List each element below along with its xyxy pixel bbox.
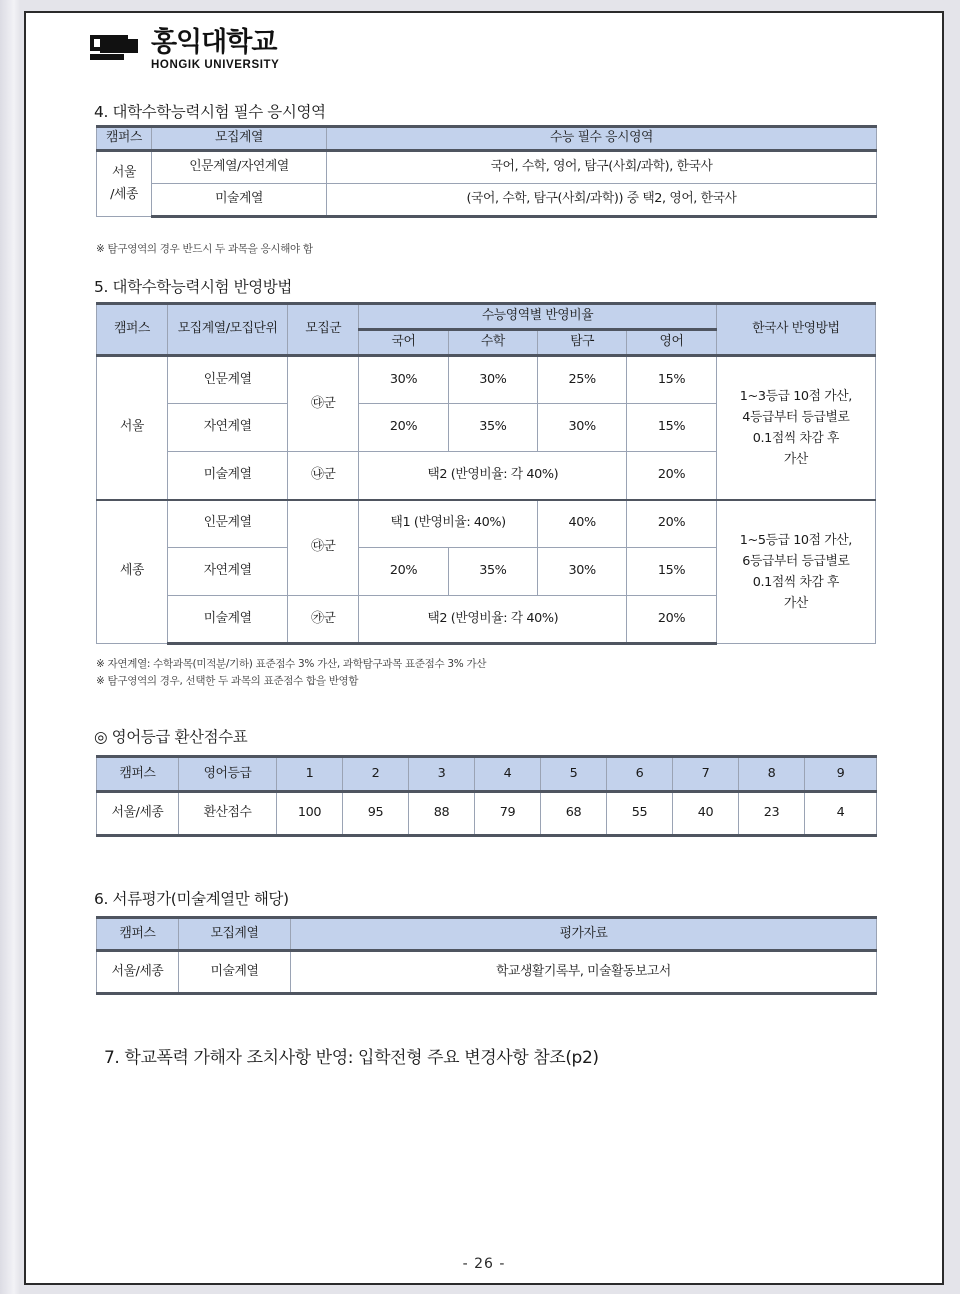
s5-seoul-korean-0: 30% xyxy=(359,356,448,404)
s5-cell-campus-seoul: 서울 xyxy=(97,356,168,500)
s5-header-campus: 캠퍼스 xyxy=(97,304,168,356)
table-document-evaluation xyxy=(96,916,877,995)
eng-score-2: 95 xyxy=(343,792,409,836)
eng-score-5: 68 xyxy=(541,792,607,836)
eng-header-grade-4: 4 xyxy=(475,757,541,792)
s6-cell-campus: 서울/세종 xyxy=(97,951,179,994)
s5-seoul-inquiry-1: 30% xyxy=(538,404,627,452)
s5-sejong-history-line-1: 6등급부터 등급별로 xyxy=(742,553,850,569)
s5-seoul-history-line-0: 1~3등급 10점 가산, xyxy=(739,388,852,404)
s5-header-group: 모집군 xyxy=(288,304,359,356)
logo-name-english: HONGIK UNIVERSITY xyxy=(151,59,280,72)
eng-header-grade-7: 7 xyxy=(673,757,739,792)
s5-seoul-history-line-1: 4등급부터 등급별로 xyxy=(742,409,850,425)
table-exam-reflection-method xyxy=(96,302,876,645)
s5-seoul-merged-2: 택2 (반영비율: 각 40%) xyxy=(359,452,627,500)
table-row xyxy=(97,183,877,216)
s4-cell-track-0: 인문계열/자연계열 xyxy=(152,150,327,183)
university-logo xyxy=(90,29,279,71)
s5-seoul-inquiry-0: 25% xyxy=(538,356,627,404)
table-row xyxy=(97,150,877,183)
table-row xyxy=(97,792,877,836)
section-4-note: ※ 탐구영역의 경우 반드시 두 과목을 응시해야 함 xyxy=(96,243,313,255)
page-number: - 26 - xyxy=(462,1256,506,1272)
s5-sejong-history-line-3: 가산 xyxy=(783,595,808,611)
s5-seoul-track-1: 자연계열 xyxy=(168,404,288,452)
s5-sejong-group-b: ㉮군 xyxy=(288,596,359,644)
s5-header-english: 영어 xyxy=(627,330,716,356)
s5-header-korean: 국어 xyxy=(359,330,448,356)
hongik-logo-mark-icon xyxy=(90,35,142,61)
s4-cell-subjects-0: 국어, 수학, 영어, 탐구(사회/과학), 한국사 xyxy=(327,150,877,183)
table-required-exam-subjects xyxy=(96,125,877,218)
eng-header-grade-3: 3 xyxy=(409,757,475,792)
s5-seoul-history-method xyxy=(716,356,875,500)
s6-cell-materials: 학교생활기록부, 미술활동보고서 xyxy=(291,951,877,994)
s6-cell-track: 미술계열 xyxy=(179,951,291,994)
eng-cell-campus: 서울/세종 xyxy=(97,792,179,836)
eng-header-grade-6: 6 xyxy=(607,757,673,792)
s5-sejong-group-a: ㉰군 xyxy=(288,500,359,596)
eng-score-9: 4 xyxy=(805,792,877,836)
section-4-title: 4. 대학수학능력시험 필수 응시영역 xyxy=(94,103,326,121)
s5-sejong-english-2: 20% xyxy=(627,596,716,644)
s5-sejong-track-1: 자연계열 xyxy=(168,548,288,596)
s4-cell-campus xyxy=(97,150,152,216)
eng-score-4: 79 xyxy=(475,792,541,836)
s5-seoul-korean-1: 20% xyxy=(359,404,448,452)
s5-header-history: 한국사 반영방법 xyxy=(716,304,875,356)
section-5-title: 5. 대학수학능력시험 반영방법 xyxy=(94,278,292,296)
s6-header-materials: 평가자료 xyxy=(291,918,877,951)
s5-sejong-track-2: 미술계열 xyxy=(168,596,288,644)
s5-sejong-history-method xyxy=(716,500,875,644)
s5-seoul-math-0: 30% xyxy=(448,356,537,404)
table-english-grade-conversion xyxy=(96,755,877,837)
s5-header-inquiry: 탐구 xyxy=(538,330,627,356)
english-score-table-title: ◎ 영어등급 환산점수표 xyxy=(94,728,248,746)
table-row xyxy=(97,356,876,404)
s5-sejong-history-line-2: 0.1점씩 차감 후 xyxy=(752,574,839,590)
s4-header-campus: 캠퍼스 xyxy=(97,127,152,151)
eng-header-grade-8: 8 xyxy=(739,757,805,792)
eng-score-1: 100 xyxy=(277,792,343,836)
s4-header-subjects: 수능 필수 응시영역 xyxy=(327,127,877,151)
s5-seoul-group-b: ㉯군 xyxy=(288,452,359,500)
s5-seoul-group-a: ㉰군 xyxy=(288,356,359,452)
eng-score-7: 40 xyxy=(673,792,739,836)
s5-header-track-unit: 모집계열/모집단위 xyxy=(168,304,288,356)
logo-name-korean: 홍익대학교 xyxy=(151,27,277,58)
eng-score-8: 23 xyxy=(739,792,805,836)
eng-header-grade-1: 1 xyxy=(277,757,343,792)
eng-cell-label: 환산점수 xyxy=(179,792,277,836)
s5-seoul-history-line-3: 가산 xyxy=(783,451,808,467)
table-row xyxy=(97,951,877,994)
table-row xyxy=(97,500,876,548)
s5-sejong-history-line-0: 1~5등급 10점 가산, xyxy=(739,532,852,548)
page-content xyxy=(26,13,942,1283)
eng-header-grade-5: 5 xyxy=(541,757,607,792)
s5-seoul-track-0: 인문계열 xyxy=(168,356,288,404)
s5-sejong-inquiry-0: 40% xyxy=(538,500,627,548)
eng-header-campus: 캠퍼스 xyxy=(97,757,179,792)
s4-campus-line2: /세종 xyxy=(110,186,138,202)
s4-cell-subjects-1: (국어, 수학, 탐구(사회/과학)) 중 택2, 영어, 한국사 xyxy=(327,183,877,216)
s5-header-math: 수학 xyxy=(448,330,537,356)
eng-header-grade: 영어등급 xyxy=(179,757,277,792)
s5-seoul-english-1: 15% xyxy=(627,404,716,452)
section-6-title: 6. 서류평가(미술계열만 해당) xyxy=(94,890,289,908)
section-7-title: 7. 학교폭력 가해자 조치사항 반영: 입학전형 주요 변경사항 참조(p2) xyxy=(104,1048,599,1068)
eng-score-6: 55 xyxy=(607,792,673,836)
section-5-note-1: ※ 탐구영역의 경우, 선택한 두 과목의 표준점수 합을 반영함 xyxy=(96,675,359,687)
eng-score-3: 88 xyxy=(409,792,475,836)
s5-sejong-english-1: 15% xyxy=(627,548,716,596)
s5-sejong-merged2-0: 택1 (반영비율: 40%) xyxy=(359,500,538,548)
s5-sejong-english-0: 20% xyxy=(627,500,716,548)
eng-header-grade-9: 9 xyxy=(805,757,877,792)
s5-sejong-track-0: 인문계열 xyxy=(168,500,288,548)
s5-seoul-english-0: 15% xyxy=(627,356,716,404)
s5-sejong-merged-2: 택2 (반영비율: 각 40%) xyxy=(359,596,627,644)
s5-sejong-inquiry-1: 30% xyxy=(538,548,627,596)
s5-seoul-english-2: 20% xyxy=(627,452,716,500)
document-page xyxy=(24,11,944,1285)
s6-header-track: 모집계열 xyxy=(179,918,291,951)
s4-cell-track-1: 미술계열 xyxy=(152,183,327,216)
s4-header-track: 모집계열 xyxy=(152,127,327,151)
s5-cell-campus-sejong: 세종 xyxy=(97,500,168,644)
eng-header-grade-2: 2 xyxy=(343,757,409,792)
s5-seoul-track-2: 미술계열 xyxy=(168,452,288,500)
s5-header-ratio-group: 수능영역별 반영비율 xyxy=(359,304,716,330)
s5-seoul-history-line-2: 0.1점씩 차감 후 xyxy=(752,430,839,446)
s4-campus-line1: 서울 xyxy=(112,165,136,181)
s5-sejong-math-1: 35% xyxy=(448,548,537,596)
s6-header-campus: 캠퍼스 xyxy=(97,918,179,951)
section-5-note-0: ※ 자연계열: 수학과목(미적분/기하) 표준점수 3% 가산, 과학탐구과목 표준점수 3% 가산 xyxy=(96,658,487,670)
s5-sejong-korean-1: 20% xyxy=(359,548,448,596)
s5-seoul-math-1: 35% xyxy=(448,404,537,452)
